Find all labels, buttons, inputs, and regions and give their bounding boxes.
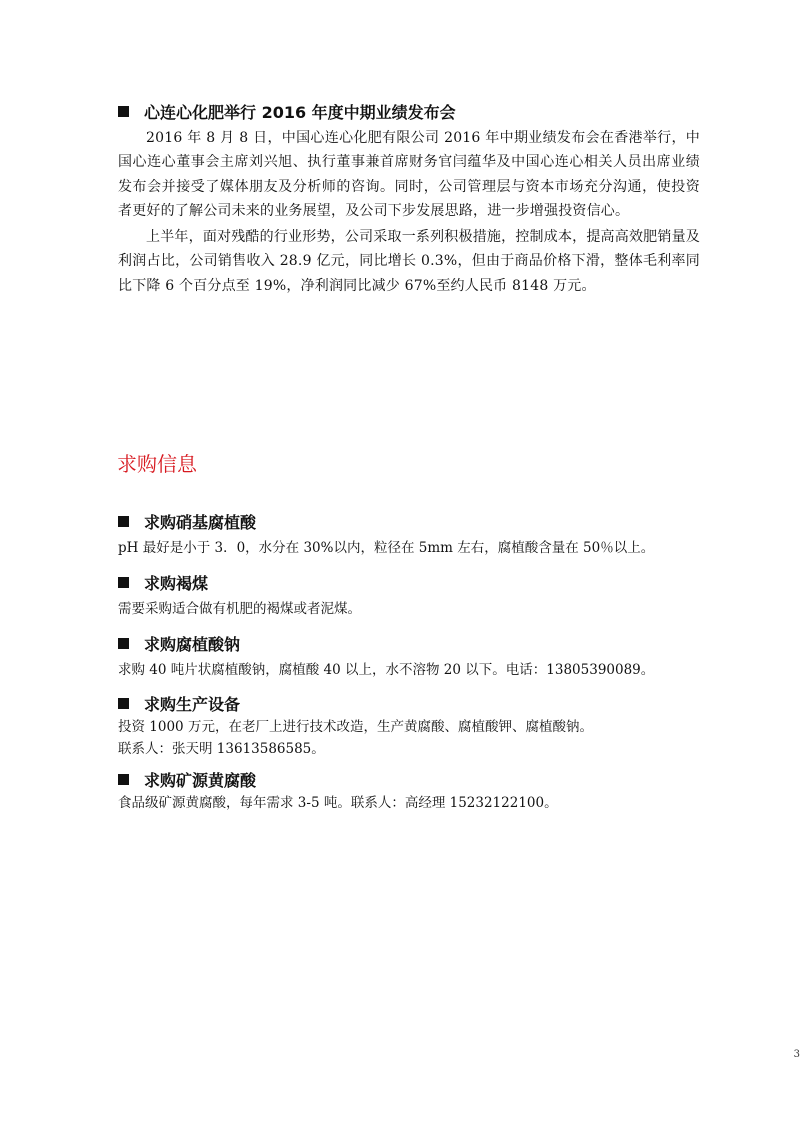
purchase-request-title: 求购矿源黄腐酸 — [144, 770, 257, 790]
section-title: 求购信息 — [117, 452, 197, 476]
purchase-request-item — [118, 569, 718, 630]
news-title: 心连心化肥举行 2016 年度中期业绩发布会 — [144, 102, 456, 122]
purchase-request-text: pH 最好是小于 3．0，水分在 30%以内，粒径在 5mm 左右，腐植酸含量在 50％以上。 — [118, 540, 655, 556]
purchase-request-text: 需要采购适合做有机肥的褐煤或者泥煤。 — [118, 601, 361, 617]
purchase-request-item — [118, 690, 718, 766]
purchase-request-text: 投资 1000 万元，在老厂上进行技术改造，生产黄腐酸、腐植酸钾、腐植酸钠。 — [118, 719, 593, 735]
page-number: 3 — [793, 1049, 800, 1060]
purchase-request-heading — [118, 569, 718, 595]
purchase-request-heading — [118, 508, 718, 534]
square-bullet-icon — [118, 577, 129, 588]
purchase-request-heading — [118, 690, 718, 716]
purchase-request-title: 求购褐煤 — [144, 573, 209, 593]
purchase-request-title: 求购生产设备 — [144, 694, 241, 714]
purchase-request-contact: 联系人：张天明 13613586585。 — [118, 741, 325, 757]
purchase-request-text: 求购 40 吨片状腐植酸钠，腐植酸 40 以上，水不溶物 20 以下。电话：13805390089。 — [118, 662, 655, 678]
purchase-request-item — [118, 630, 718, 690]
purchase-request-heading — [118, 766, 718, 792]
purchase-request-item — [118, 766, 718, 814]
square-bullet-icon — [118, 638, 129, 649]
purchase-request-title: 求购硝基腐植酸 — [144, 512, 257, 532]
purchase-request-text: 食品级矿源黄腐酸，每年需求 3-5 吨。联系人：高经理 15232122100。 — [118, 795, 558, 811]
purchase-request-heading — [118, 630, 718, 656]
purchase-request-title: 求购腐植酸钠 — [144, 634, 241, 654]
news-article — [118, 98, 700, 298]
purchase-request-list — [118, 508, 718, 814]
news-paragraph: 2016 年 8 月 8 日，中国心连心化肥有限公司 2016 年中期业绩发布会在香港举行，中国心连心董事会主席刘兴旭、执行董事兼首席财务官闫蕴华及中国心连心相关人员出席业绩发布会并接受了媒体朋友及分析师的咨询。同时，公司管理层与资本市场充分沟通，使投资者更好的了解公司未来的业务展望，及公司下步发展思路，进一步增强投资信心。 — [118, 130, 700, 219]
news-heading — [118, 98, 700, 124]
square-bullet-icon — [118, 106, 129, 117]
square-bullet-icon — [118, 698, 129, 709]
purchase-request-item — [118, 508, 718, 569]
square-bullet-icon — [118, 516, 129, 527]
square-bullet-icon — [118, 774, 129, 785]
news-paragraph: 上半年，面对残酷的行业形势，公司采取一系列积极措施，控制成本，提高高效肥销量及利润占比，公司销售收入 28.9 亿元，同比增长 0.3%，但由于商品价格下滑，整体毛利率同比下降 6 个百分点至 19%，净利润同比减少 67%至约人民币 8148 万元。 — [118, 229, 700, 294]
